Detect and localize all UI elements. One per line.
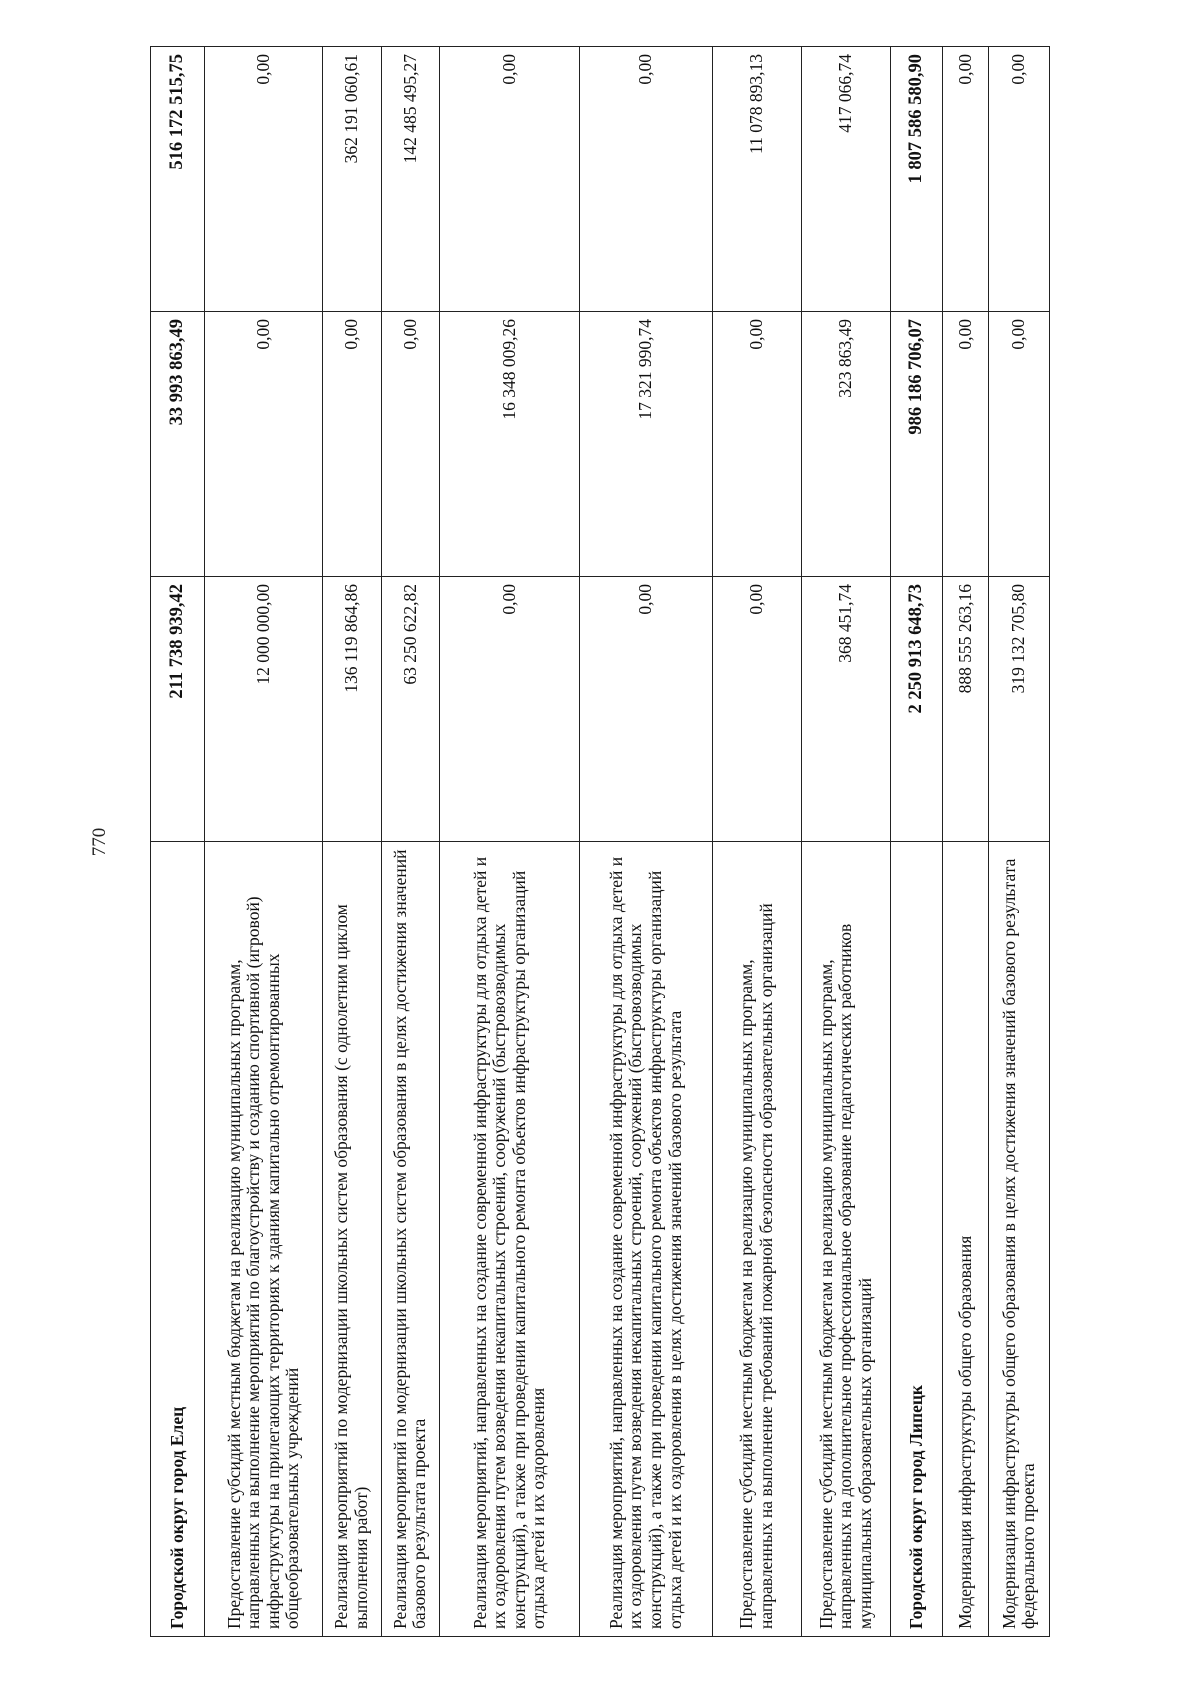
row-value-2: 0,00 xyxy=(943,312,989,577)
row-value-3: 0,00 xyxy=(440,47,580,312)
row-value-1: 0,00 xyxy=(712,577,801,842)
table-row xyxy=(712,47,801,1637)
row-value-1: 888 555 263,16 xyxy=(943,577,989,842)
row-value-2: 0,00 xyxy=(381,312,439,577)
row-description: Предоставление субсидий местным бюджетам на реализацию муниципальных программ, направленных на выполнение мероприятий по благоустройству и созданию спортивной (игровой) инфраструктуры на прилегающих территориях к зданиям капитально отремонтированных общеобразовательных учреждений xyxy=(205,842,323,1637)
row-value-2: 16 348 009,26 xyxy=(440,312,580,577)
row-description: Предоставление субсидий местным бюджетам на реализацию муниципальных программ, направленных на дополнительное профессиональное образование педагогических работников муниципальных образовательных организаций xyxy=(801,842,890,1637)
row-value-1: 136 119 864,86 xyxy=(323,577,381,842)
row-value-1: 12 000 000,00 xyxy=(205,577,323,842)
row-value-1: 211 738 939,42 xyxy=(151,577,205,842)
row-description: Реализация мероприятий, направленных на создание современной инфраструктуры для отдыха детей и их оздоровления путем возведения некапитальных строений, сооружений (быстровозводимых конструкций), а также при проведении капитального ремонта объектов инфраструктуры организаций отдыха детей и их оздоровления xyxy=(440,842,580,1637)
rotated-table-container xyxy=(150,47,1050,1637)
row-value-3: 0,00 xyxy=(205,47,323,312)
row-description: Реализация мероприятий по модернизации школьных систем образования в целях достижения значений базового результата проекта xyxy=(381,842,439,1637)
table-row xyxy=(323,47,381,1637)
budget-table xyxy=(150,46,1050,1637)
row-value-3: 0,00 xyxy=(943,47,989,312)
row-value-2: 17 321 990,74 xyxy=(580,312,712,577)
table-row xyxy=(580,47,712,1637)
row-value-2: 33 993 863,49 xyxy=(151,312,205,577)
table-row-total-lipetsk xyxy=(891,47,943,1637)
row-value-1: 0,00 xyxy=(440,577,580,842)
row-value-1: 63 250 622,82 xyxy=(381,577,439,842)
table-row xyxy=(989,47,1050,1637)
table-row xyxy=(381,47,439,1637)
table-row xyxy=(943,47,989,1637)
row-value-3: 0,00 xyxy=(580,47,712,312)
row-value-2: 986 186 706,07 xyxy=(891,312,943,577)
row-value-3: 417 066,74 xyxy=(801,47,890,312)
table-row-total-elets xyxy=(151,47,205,1637)
row-value-1: 368 451,74 xyxy=(801,577,890,842)
row-description: Модернизация инфраструктуры общего образования в целях достижения значений базового результата федерального проекта xyxy=(989,842,1050,1637)
table-row xyxy=(205,47,323,1637)
row-description: Реализация мероприятий по модернизации школьных систем образования (с однолетним циклом выполнения работ) xyxy=(323,842,381,1637)
row-value-3: 11 078 893,13 xyxy=(712,47,801,312)
row-value-2: 0,00 xyxy=(205,312,323,577)
row-value-3: 142 485 495,27 xyxy=(381,47,439,312)
row-value-2: 0,00 xyxy=(323,312,381,577)
row-value-3: 516 172 515,75 xyxy=(151,47,205,312)
row-description: Модернизация инфраструктуры общего образования xyxy=(943,842,989,1637)
row-value-3: 0,00 xyxy=(989,47,1050,312)
row-description: Реализация мероприятий, направленных на создание современной инфраструктуры для отдыха детей и их оздоровления путем возведения некапитальных строений, сооружений (быстровозводимых конструкций), а также при проведении капитального ремонта объектов инфраструктуры организаций отдыха детей и их оздоровления в целях достижения значений базового результата xyxy=(580,842,712,1637)
row-value-2: 323 863,49 xyxy=(801,312,890,577)
row-value-1: 319 132 705,80 xyxy=(989,577,1050,842)
table-row xyxy=(440,47,580,1637)
row-description: Городской округ город Липецк xyxy=(891,842,943,1637)
row-value-2: 0,00 xyxy=(989,312,1050,577)
row-value-3: 1 807 586 580,90 xyxy=(891,47,943,312)
row-value-2: 0,00 xyxy=(712,312,801,577)
row-description: Предоставление субсидий местным бюджетам на реализацию муниципальных программ, направленных на выполнение требований пожарной безопасности образовательных организаций xyxy=(712,842,801,1637)
row-value-3: 362 191 060,61 xyxy=(323,47,381,312)
table-row xyxy=(801,47,890,1637)
page-number-text: 770 xyxy=(89,827,110,857)
row-value-1: 2 250 913 648,73 xyxy=(891,577,943,842)
row-value-1: 0,00 xyxy=(580,577,712,842)
row-description: Городской округ город Елец xyxy=(151,842,205,1637)
